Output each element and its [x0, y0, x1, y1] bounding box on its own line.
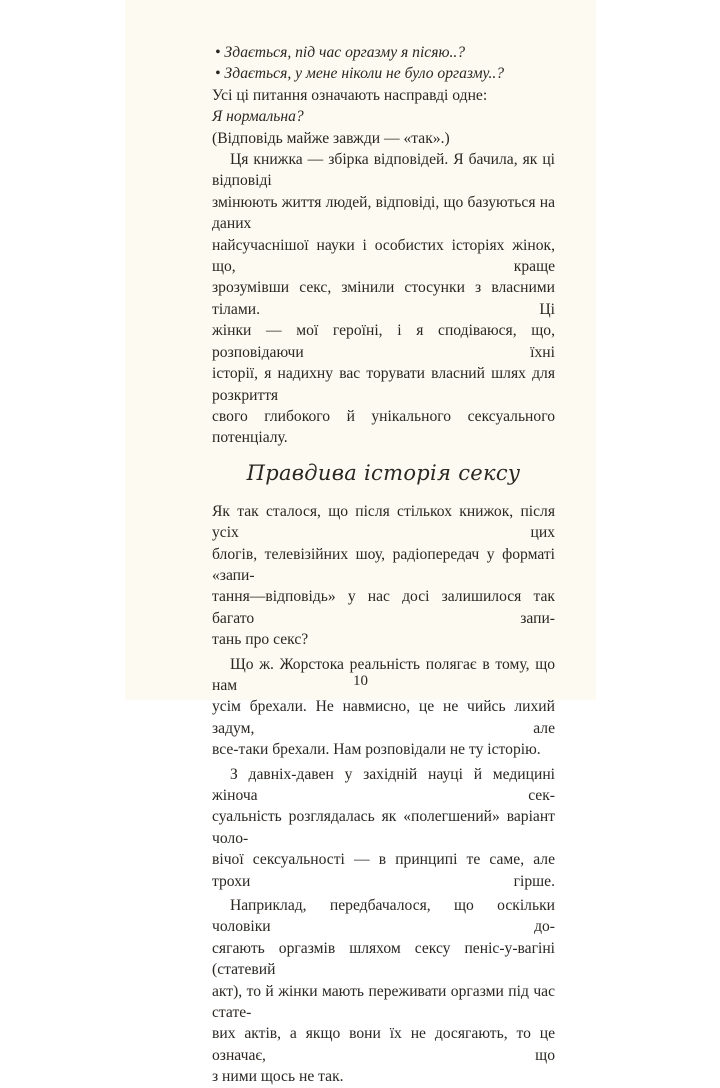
text-line: змінюють життя людей, відповіді, що базуються на даних [212, 193, 555, 233]
paragraph-example [212, 895, 555, 1088]
page-body [212, 42, 555, 1088]
text-line: Наприклад, передбачалося, що оскільки чоловіки до- [212, 897, 555, 936]
book-page [125, 0, 596, 1086]
text-line: історії, я надихну вас торувати власний шлях для розкриття [212, 365, 555, 404]
text-line: суальність розглядалась як «полегшений» варіант чоло- [212, 808, 555, 847]
text-line: свого глибокого й унікального сексуального потенціалу. [212, 407, 555, 447]
text-line: вих актів, а якщо вони їх не досягають, то це означає, що [212, 1025, 555, 1064]
text-line: блогів, телевізійних шоу, радіопередач у форматі «запи- [212, 545, 555, 584]
paragraph-answers [212, 149, 555, 449]
text-line: Ця книжка — збірка відповідей. Я бачила, як ці відповіді [212, 151, 555, 190]
text-line: акт), то й жінки мають переживати оргазми під час стате- [212, 982, 555, 1022]
text-line: усім брехали. Не навмисно, це не чийсь лихий задум, але [212, 698, 555, 737]
text-line: зрозумівши секс, змінили стосунки з власними тілами. Ці [212, 279, 555, 318]
bullet-item: • Здається, у мене ніколи не було оргазму..? [215, 65, 505, 83]
text-line: (Відповідь майже завжди — «так».) [212, 129, 450, 147]
section-heading: Правдива історія сексу [246, 460, 521, 485]
bullet-item: • Здається, під час оргазму я пісяю..? [215, 44, 466, 61]
paragraph-lie [212, 654, 555, 761]
bullet-icon: • [215, 44, 221, 61]
page-number: 10 [353, 673, 368, 689]
text-line: жінки — мої героїні, і я сподіваюся, що, розповідаючи їхні [212, 322, 555, 361]
text-line: Усі ці питання означають насправді одне: [212, 86, 488, 104]
paragraph-question [212, 501, 555, 651]
text-line: вічої сексуальності — в принципі те саме, але трохи гірше. [212, 851, 555, 890]
paragraph-history [212, 764, 555, 892]
text-line: З давніх-давен у західній науці й медицині жіноча сек- [212, 765, 555, 804]
text-line: тання—відповідь» у нас досі залишилося так багато запи- [212, 588, 555, 627]
text-line: тань про секс? [212, 631, 309, 649]
question-line: Я нормальна? [212, 108, 304, 126]
text-line: все-таки брехали. Нам розповідали не ту історію. [212, 741, 541, 759]
text-line: найсучаснішої науки і особистих історіях жінок, що, краще [212, 236, 555, 276]
text-line: Що ж. Жорстока реальність полягає в тому, що нам [212, 655, 555, 694]
bullet-icon: • [215, 65, 221, 83]
text-line: Як так сталося, що після стількох книжок, після усіх цих [212, 502, 555, 542]
text-line: з ними щось не так. [212, 1068, 344, 1086]
text-line: сягають оргазмів шляхом сексу пеніс-у-вагіні (статевий [212, 939, 555, 979]
